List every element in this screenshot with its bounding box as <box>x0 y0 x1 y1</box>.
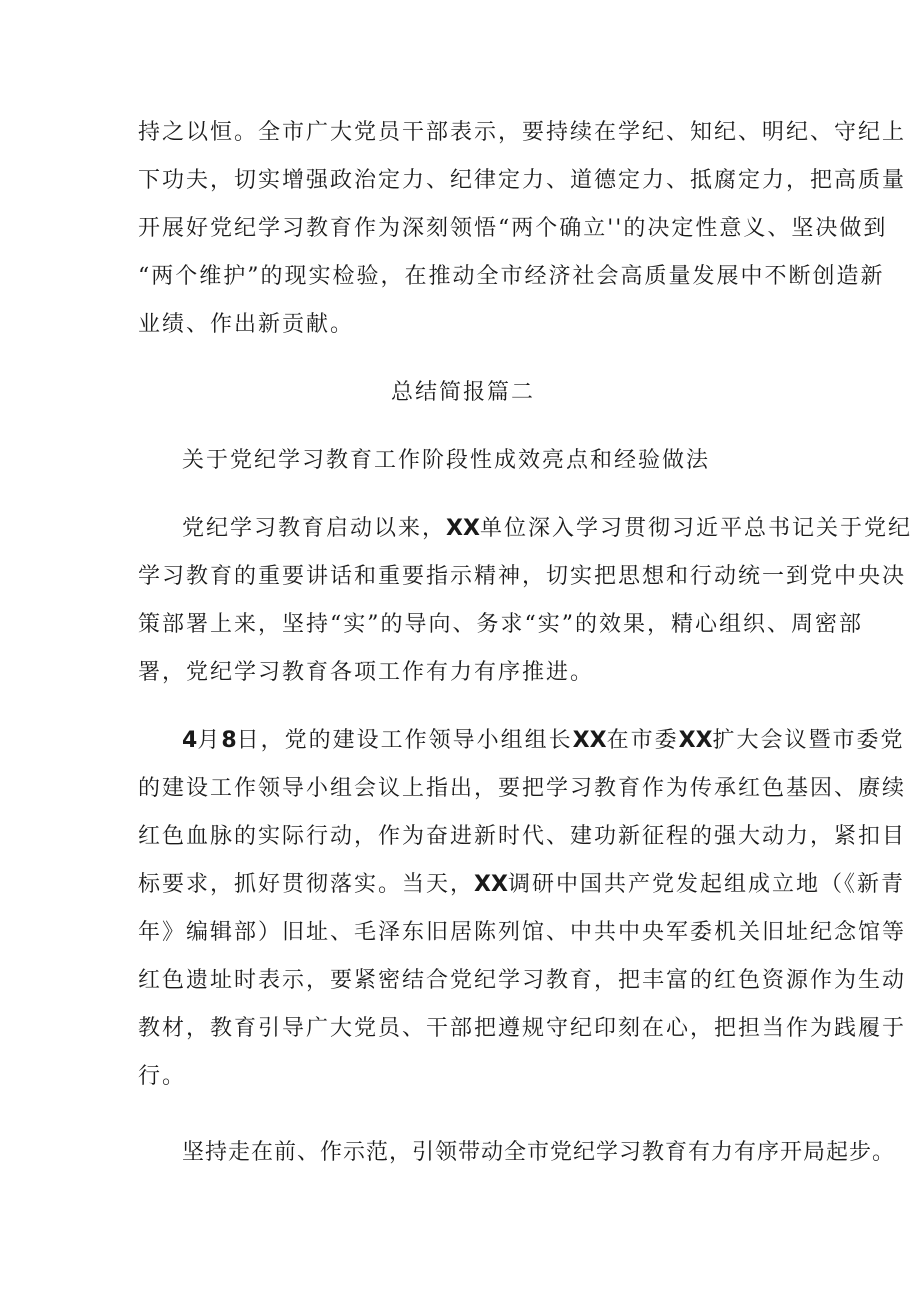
paragraph-3-line-2: 的建设工作领导小组会议上指出，要把学习教育作为传承红色基因、赓续 <box>138 776 907 801</box>
text-run: 月 <box>197 728 222 753</box>
paragraph-2-line-4: 署，党纪学习教育各项工作有力有序推进。 <box>138 660 595 685</box>
paragraph-1-line-1: 持之以恒。全市广大党员干部表示，要持续在学纪、知纪、明纪、守纪上 <box>138 120 907 145</box>
paragraph-1-line-3: 开展好党纪学习教育作为深刻领悟“两个确立''的决定性意义、坚决做到 <box>138 216 888 241</box>
text-run: 扩大会议暨市委党 <box>712 728 905 753</box>
placeholder-xx: XX <box>572 728 607 753</box>
paragraph-1-line-2: 下功夫，切实增强政治定力、纪律定力、道德定力、抵腐定力，把高质量 <box>138 168 907 193</box>
paragraph-2-line-3: 策部署上来，坚持“实”的导向、务求“实”的效果，精心组织、周密部 <box>138 612 863 637</box>
paragraph-1-line-4: “两个维护”的现实检验，在推动全市经济社会高质量发展中不断创造新 <box>138 264 885 289</box>
paragraph-3-line-7: 教材，教育引导广大党员、干部把遵规守纪印刻在心，把担当作为践履于 <box>138 1016 907 1041</box>
article-subtitle: 关于党纪学习教育工作阶段性成效亮点和经验做法 <box>182 448 711 473</box>
section-title: 总结简报篇二 <box>390 380 535 405</box>
paragraph-3-line-5: 年》编辑部）旧址、毛泽东旧居陈列馆、中共中央军委机关旧址纪念馆等 <box>138 920 907 945</box>
paragraph-1-line-5: 业绩、作出新贡献。 <box>138 312 355 337</box>
paragraph-2-line-2: 学习教育的重要讲话和重要指示精神，切实把思想和行动统一到党中央决 <box>138 564 907 589</box>
date-day: 8 <box>221 728 237 753</box>
text-run: 单位深入学习贯彻习近平总书记关于党纪 <box>479 516 912 541</box>
paragraph-3-line-3: 红色血脉的实际行动，作为奋进新时代、建功新征程的强大动力，紧扣目 <box>138 824 907 849</box>
paragraph-2-line-1 <box>138 514 912 544</box>
date-month: 4 <box>182 728 198 753</box>
paragraph-4: 坚持走在前、作示范，引领带动全市党纪学习教育有力有序开局起步。 <box>182 1140 896 1165</box>
paragraph-3-line-4 <box>138 870 905 900</box>
placeholder-xx: XX <box>474 872 508 897</box>
placeholder-xx: XX <box>678 728 713 753</box>
text-run: 日，党的建设工作领导小组组长 <box>236 728 573 753</box>
text-run: 标要求，抓好贯彻落实。当天， <box>138 872 475 897</box>
placeholder-xx: XX <box>446 516 480 541</box>
paragraph-3-line-6: 红色遗址时表示，要紧密结合党纪学习教育，把丰富的红色资源作为生动 <box>138 968 907 993</box>
paragraph-3-line-8: 行。 <box>138 1064 187 1089</box>
text-run: 调研中国共产党发起组成立地（《新青 <box>507 872 905 897</box>
text-run: 党纪学习教育启动以来， <box>182 516 447 541</box>
paragraph-3-line-1 <box>138 726 905 756</box>
text-run: 在市委 <box>606 728 679 753</box>
